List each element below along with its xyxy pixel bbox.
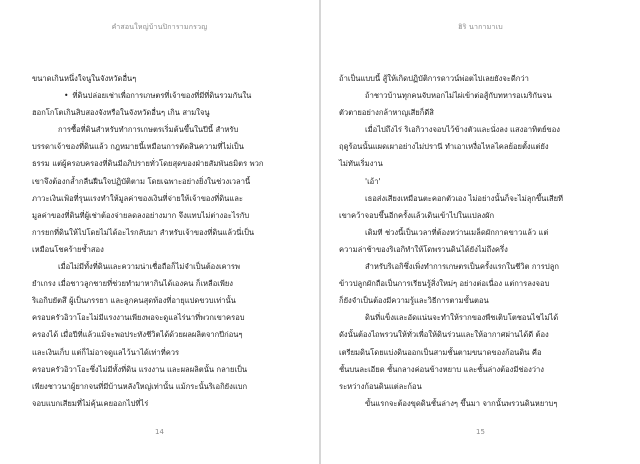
text-line: เตรียมดินโดยแบ่งดินออกเป็นสามชั้นตามขนาดของก้อนดิน คือ — [339, 347, 542, 357]
left-body-text — [32, 70, 263, 412]
text-line: ริเอกิบยัตสึ ผู้เป็นภรรยา และลูกคนสุดท้องที่อายุแปดขวบเท่านั้น — [32, 296, 236, 306]
text-line: เพียงชาวนาผู้ยากจนที่มีบ้านหลังใหญ่เท่านั้น แม้กระนั้นริเอกิยังแบก — [32, 381, 248, 391]
text-line: การยกที่ดินให้ไปโดยไม่ได้อะไรกลับมา สำหรับเจ้าของที่ดินแล้วนี่เป็น — [32, 227, 255, 237]
text-line: ถ้าชาวบ้านทุกคนจับหอกไม่ไผ่เข้าต่อสู้กับทหารอเมริกันจน — [365, 91, 552, 101]
text-line: ครอบครัวอิวาโอะซึ่งไม่มีทั้งที่ดิน แรงงาน และผลผลิตนั้น กลายเป็น — [32, 364, 248, 374]
text-line: ขนาดเกินหนึ่งใจนูในจังหวัดอื่นๆ — [32, 74, 137, 83]
text-line: ระหว่างก้อนดินแต่ละก้อน — [339, 381, 422, 391]
right-page — [321, 0, 640, 464]
text-line: บรรดาเจ้าของที่ดินแล้ว กฎหมายนี้เหมือนการตัดสินความที่ไม่เป็น — [32, 142, 244, 152]
text-line: 'เอ้า' — [365, 176, 381, 186]
right-page-number: 15 — [476, 428, 485, 436]
text-line: ถ้าเป็นแบบนี้ สู้ให้เกิดปฏิบัติการดาวน์พ่อตไปเลยยังจะดีกว่า — [339, 74, 529, 83]
text-line: เธอส่งเสียงเหมือนตะคอกตัวเอง ไม่อย่างนั้นก็จะไม่ลุกขึ้นเสียที — [365, 193, 564, 203]
text-line: ยำเกรง เมื่อชาวลูกชายที่ช่วยทำมาหากินได้เองคน ก็เหลือเพียง — [32, 279, 234, 289]
text-line: เดิมที ช่วงนี้เป็นเวลาที่ต้องหว่านเมล็ดผักกาดขาวแล้ว แต่ — [365, 227, 549, 237]
left-running-head: คำสอนใหญ่บ้านปิการามกรวญ — [111, 23, 208, 31]
text-line: ก็ยังจำเป็นต้องมีความรู้และวิธีการตามขั้นตอน — [339, 296, 489, 306]
text-line: ไม่ทันเริ่มงาน — [339, 159, 383, 169]
text-line: เหมือนโชคร้ายซ้ำสอง — [32, 244, 104, 254]
text-line: จอบแบกเสียมที่ไม่คุ้นเคยออกไปที่ไร่ — [32, 398, 149, 408]
text-line: ความล่าช้าของริเอกิทำให้โดพรวนดินได้ยังไม่ถึงครึ่ง — [339, 244, 508, 254]
left-page — [0, 0, 319, 464]
text-line: ข้าวปลูกผักถือเป็นการเรียนรู้สิ่งใหม่ๆ อย่างต่อเนื่อง แต่การลงจอบ — [339, 279, 550, 289]
text-line: ครอบครัวอิวาโอะไม่มีแรงงานเพียงพอจะดูแลไร่นาที่พวกเขาครอบ — [32, 313, 245, 323]
text-line: ธรรม แต่ผู้ครอบครองที่ดินมีอภิปรายทั่วโดยสุดของฝ่ายสัมพันธมิตร พวก — [32, 159, 264, 169]
text-line: เขาจึงต้องกล้ำกลืนฝืนใจปฏิบัติตาม โดยเฉพาะอย่างยิ่งในช่วงเวลานี้ — [32, 176, 251, 186]
text-line: ดังนั้นต้องไถพรวนให้ทั่วเพื่อให้ดินร่วนและให้อากาศผ่านได้ดี ต้อง — [339, 330, 549, 340]
text-line: เมื่อไปถึงไร่ ริเอกิวางจอบไว้ข้างตัวและนั่งลง แสงอาทิตย์ของ — [365, 125, 560, 135]
text-line: • ที่ดินปล่อยเช่าเพื่อการเกษตรที่เจ้าของที่มีที่ดินรวมกันใน — [32, 87, 263, 104]
text-line: ภาวะเงินเฟ้อที่รุนแรงทำให้มูลค่าของเงินที่จ่ายให้เจ้าของที่ดินและ — [32, 193, 243, 203]
text-line: ชั้นบนละเอียด ชั้นกลางค่อนข้างหยาบ และชั้นล่างต้องมีช่องว่าง — [339, 364, 545, 374]
text-line: เขาคว้าจอบขึ้นอีกครั้งแล้วเดินเข้าไปในแปลงผัก — [339, 210, 495, 220]
left-page-number: 14 — [155, 428, 164, 436]
text-line: การซื้อที่ดินสำหรับทำการเกษตรเริ่มต้นขึ้นในปีนี้ สำหรับ — [58, 125, 239, 135]
text-line: ขั้นแรกจะต้องขุดดินชั้นล่างๆ ขึ้นมา จากนั้นพรวนดินหยาบๆ — [365, 398, 558, 408]
text-line: ฮอกโกโตเกินสิบสองจังหรือในจังหวัดอื่นๆ เกิน สามใจนู — [32, 108, 210, 118]
text-line: ดินที่แข็งและอัดแน่นจะทำให้รากของพืชเติบโตชอนไชไม่ได้ — [365, 313, 559, 323]
text-line: ตัวตายอย่างกล้าหาญเสียก็ดีสิ — [339, 108, 434, 118]
text-line: และเงินเก็บ แต่ก็ไม่อาจดูแลไว้นาได้เท่าที่ควร — [32, 347, 180, 357]
right-running-head: ฮิริ นากามาเบ — [458, 23, 503, 31]
text-line: มูลค่าของที่ดินที่ผู้เช่าต้องจ่ายลดลงอย่างมาก จึงแทบไม่ต่างอะไรกับ — [32, 210, 250, 220]
text-line: ฤดูร้อนนั้นแผดเผาอย่างไม่ปรานี ทำเอาเหงื่อไหลไคลย้อยตั้งแต่ยัง — [339, 142, 549, 152]
text-line: ครองได้ เมื่อปีที่แล้วแม้จะพอประทังชีวิตได้ด้วยผลผลิตจากปีก่อนๆ — [32, 330, 243, 340]
right-body-text — [339, 70, 563, 412]
text-line: สำหรับริเอกิซึ่งเพิ่งทำการเกษตรเป็นครั้งแรกในชีวิต การปลูก — [365, 262, 559, 272]
text-line: เมื่อไม่มีทั้งที่ดินและความน่าเชื่อถือก็ไม่จำเป็นต้องเคารพ — [58, 262, 240, 272]
